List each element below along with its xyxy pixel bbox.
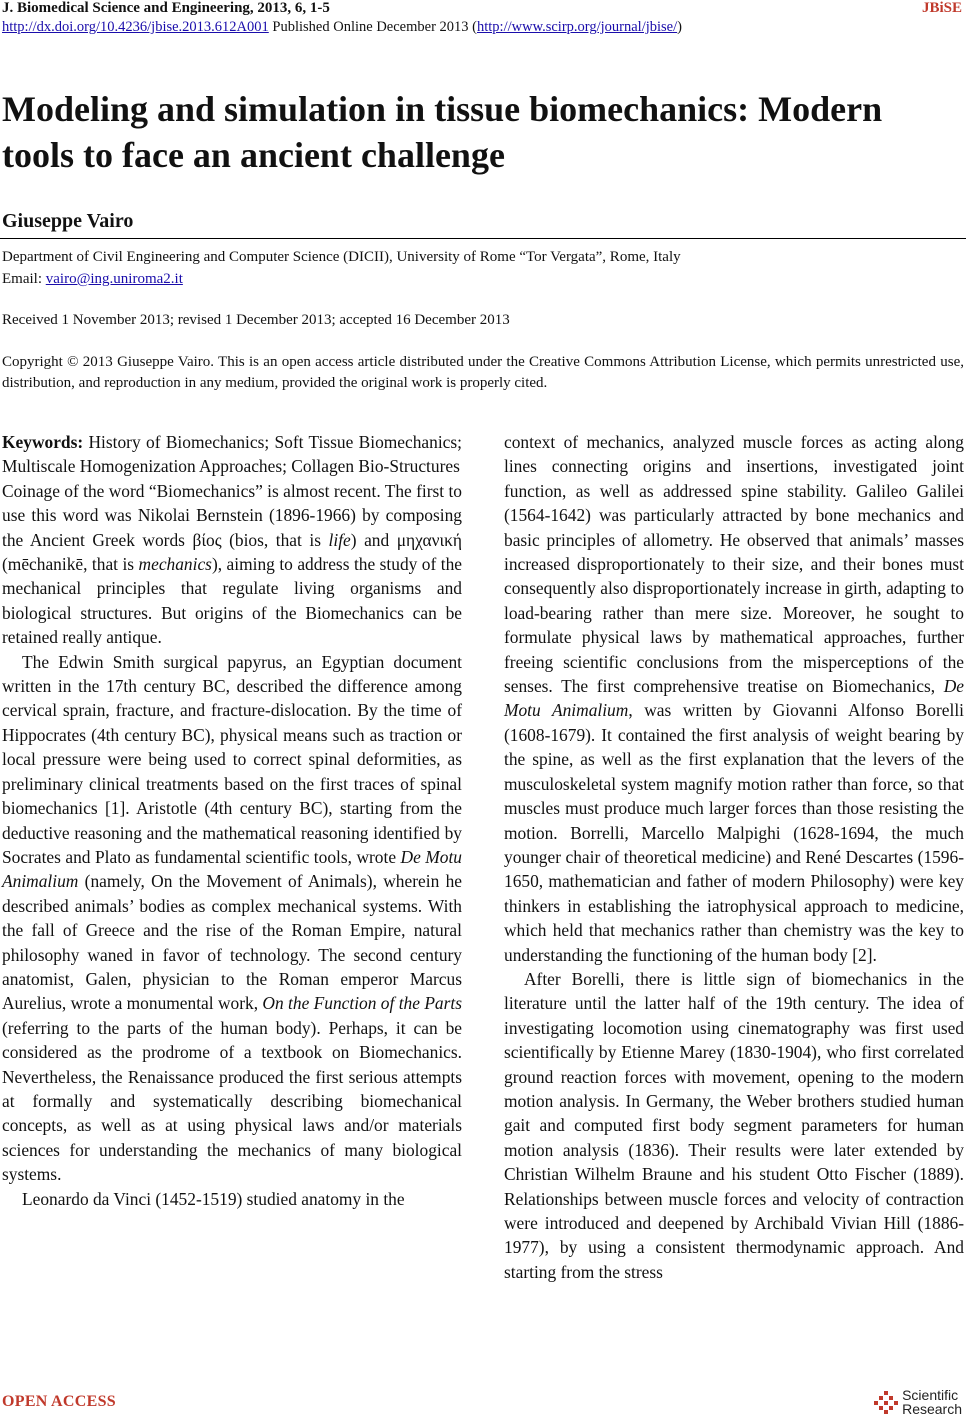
affiliation: Department of Civil Engineering and Computer Science (DICII), University of Rome “Tor Vergata”, Rome, Italy (2, 249, 681, 265)
paragraph-3 (2, 1187, 462, 1211)
paragraph-4: After Borelli, there is little sign of biomechanics in the literature until the latter half of the 19th century. The idea of investigating locomotion using cinematography was first used scientifically by Etienne Marey (1830-1904), who first correlated ground reaction forces with movement, opening to the modern motion analysis. In Germany, the Weber brothers studied human gait and computed first body segment parameters for human motion analysis (1836). Their results were later extended by Christian Wilhelm Braune and his student Otto Fischer (1889). Relationships between muscle forces and velocity of contraction were introduced and deepened by Archibald Vivian Hill (1886-1977), by using a consistent thermodynamic approach. And starting from the stress (504, 968, 964, 1282)
body-column-right (504, 430, 964, 1284)
open-access-label: OPEN ACCESS (2, 1393, 116, 1410)
publisher-name-line1: Scientific (902, 1387, 959, 1403)
author-name: Giuseppe Vairo (2, 210, 134, 232)
scientific-research-logo-icon (874, 1390, 898, 1414)
published-close: ) (677, 19, 682, 35)
copyright-notice: Copyright © 2013 Giuseppe Vairo. This is an open access article distributed under the Creative Commons Attribution License, which permits unrestricted use, distribution, and reproduction in any medium, provided the original work is properly cited. (2, 354, 964, 391)
p1-emphasis-life: life (328, 529, 351, 550)
paragraph-2 (2, 650, 462, 1187)
paragraph-1 (2, 479, 462, 650)
body-column-left (2, 430, 462, 1211)
p1-text-b: ) and μηχανική (mēchanikē, that is (2, 529, 462, 575)
doi-link[interactable]: http://dx.doi.org/10.4236/jbise.2013.612A001 (2, 19, 269, 35)
p2-emphasis-title-1: De Motu Animalium (2, 846, 462, 892)
p2-emphasis-title-2: On the Function of the Parts (262, 993, 462, 1014)
keywords (2, 430, 462, 479)
p3-text-continued: context of mechanics, analyzed muscle forces as acting along lines connecting origins and insertions, investigated joint function, as well as addressed spine stability. Galileo Galilei (1564-1642) was particularly attracted by bone mechanics and basic principles of allometry. He observed that animals’ masses increased disproportionately to their size, and their bones must consequently also disproportionately increase in girth, adapting to load-bearing rather than mere size. Moreover, he sought to formulate physical laws by mathematical approaches, further freeing scientific conclusions from the misperceptions of the senses. The first comprehensive treatise on Biomechanics, (504, 432, 964, 697)
publisher-logo (874, 1388, 962, 1416)
p2-text-b: (namely, On the Movement of Animals), wherein he described animals’ bodies as complex mechanical systems. With the fall of Greece and the rise of the Roman Empire, natural philosophy waned in favor of technology. The second century anatomist, Galen, physician to the Roman emperor Marcus Aurelius, wrote a monumental work, (2, 871, 462, 1014)
p3-emphasis-title: De Motu Animalium (504, 676, 964, 721)
p3-text-end: , was written by Giovanni Alfonso Borelli (1608-1679). It contained the first analysis of weight bearing by the spine, as well as the first explanation that the levers of the musculoskeletal system magnify motion rather than force, so that muscles must produce much larger forces than those resisting the motion. Borrelli, Marcello Malpighi (1628-1694, the much younger chair of theoretical medicine) and René Descartes (1596-1650, mathematician and father of modern Philosophy) were key thinkers in establishing the iatrophysical approach to medicine, which held that mechanics rather than chemistry was the key to understanding the functioning of the human body [2]. (504, 700, 964, 965)
email-label: Email: (2, 271, 46, 287)
title-divider (0, 238, 966, 239)
p1-text-a: Coinage of the word “Biomechanics” is almost recent. The first to use this word was Nikolai Bernstein (1896-1966) by composing the Ancient Greek words βίος (bios, that is (2, 480, 462, 550)
p3-text-start: Leonardo da Vinci (1452-1519) studied anatomy in the (22, 1188, 405, 1209)
doi-line (2, 19, 682, 36)
email-link[interactable]: vairo@ing.uniroma2.it (45, 271, 183, 287)
publisher-name-line2: Research (902, 1401, 962, 1417)
paragraph-3-continued (504, 430, 964, 967)
p1-emphasis-mechanics: mechanics (138, 554, 212, 575)
received-dates: Received 1 November 2013; revised 1 December 2013; accepted 16 December 2013 (2, 312, 510, 328)
p2-text-a: The Edwin Smith surgical papyrus, an Egyptian document written in the 17th century BC, described the difference among cervical sprain, fracture, and fracture-dislocation. By the time of Hippocrates (4th century BC), physical means such as traction or local pressure were being used to correct spinal deformities, as preliminary clinical treatments based on the first traces of spinal biomechanics [1]. Aristotle (4th century BC), starting from the deductive reasoning and the mathematical reasoning identified by Socrates and Plato as fundamental scientific tools, wrote (2, 651, 462, 867)
email-line (2, 271, 183, 288)
journal-abbreviation: JBiSE (921, 0, 962, 16)
published-text: Published Online December 2013 ( (272, 19, 477, 35)
keywords-text: History of Biomechanics; Soft Tissue Biomechanics; Multiscale Homogenization Approaches; Collagen Bio-Structures (2, 432, 462, 477)
journal-url-link[interactable]: http://www.scirp.org/journal/jbise/ (476, 19, 678, 35)
p1-text-c: ), aiming to address the study of the mechanical principles that regulate living organisms and biological structures. But origins of the Biomechanics can be retained really antique. (2, 554, 463, 648)
p2-text-c: (referring to the parts of the human body). Perhaps, it can be considered as the prodrome of a textbook on Biomechanics. Nevertheless, the Renaissance produced the first serious attempts at formally and systematically describing biomechanical concepts, as well as at using physical laws and/or materials sciences for understanding the mechanics of many biological systems. (2, 1017, 462, 1185)
keywords-label: Keywords: (2, 432, 84, 452)
journal-citation: J. Biomedical Science and Engineering, 2013, 6, 1-5 (2, 0, 330, 16)
article-title: Modeling and simulation in tissue biomechanics: Modern tools to face an ancient challenge (2, 89, 883, 175)
